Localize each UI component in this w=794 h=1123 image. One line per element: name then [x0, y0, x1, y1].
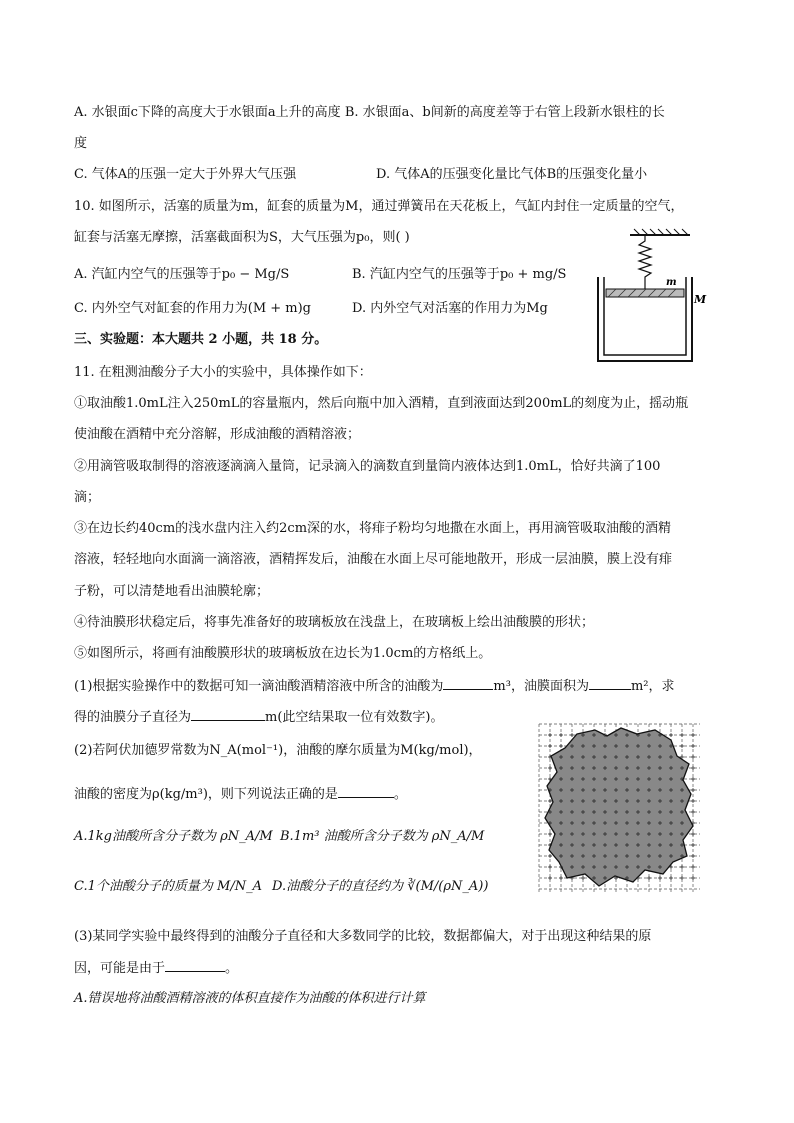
- part-2-line-2: 油酸的密度为ρ(kg/m³)，则下列说法正确的是 。: [74, 787, 407, 802]
- q10-stem-1: 10. 如图所示，活塞的质量为m，缸套的质量为M，通过弹簧吊在天花板上，气缸内封住一定质量的空气，: [74, 199, 684, 214]
- piston-mass-label: m: [666, 277, 677, 288]
- q10-option-b: B. 汽缸内空气的压强等于p₀ + mg/S: [352, 267, 567, 282]
- step-3-line-2: 溶液，轻轻地向水面滴一滴溶液，酒精挥发后，油酸在水面上尽可能地散开，形成一层油膜，膜上没有痱: [74, 552, 673, 567]
- answer-blank-1[interactable]: [443, 677, 493, 690]
- q10-option-c: C. 内外空气对缸套的作用力为(M + m)g: [74, 301, 312, 316]
- step-4: ④待油膜形状稳定后，将事先准备好的玻璃板放在浅盘上，在玻璃板上绘出油酸膜的形状；: [74, 615, 595, 630]
- cylinder-mass-label: M: [694, 293, 707, 306]
- section-3-heading: 三、实验题：本大题共 2 小题，共 18 分。: [74, 332, 328, 347]
- part-3-line-1: (3)某同学实验中最终得到的油酸分子直径和大多数同学的比较，数据都偏大，对于出现这种结果的原: [74, 929, 652, 944]
- answer-blank-5[interactable]: [165, 959, 225, 972]
- q9-option-c: C. 气体A的压强一定大于外界大气压强: [74, 167, 297, 182]
- spring-cylinder-figure: [590, 225, 720, 365]
- step-5: ⑤如图所示，将画有油酸膜形状的玻璃板放在边长为1.0cm的方格纸上。: [74, 646, 492, 661]
- step-2-line-2: 滴；: [74, 490, 101, 505]
- q9-option-d: D. 气体A的压强变化量比气体B的压强变化量小: [376, 167, 648, 182]
- part-2-option-b: B.1m³ 油酸所含分子数为 ρN_A/M: [280, 829, 485, 844]
- q10-stem-2: 缸套与活塞无摩擦，活塞截面积为S，大气压强为p₀，则( ): [74, 230, 410, 245]
- part-2-option-c: C.1个油酸分子的质量为 M/N_A: [74, 879, 262, 894]
- step-1-line-2: 使油酸在酒精中充分溶解，形成油酸的酒精溶液；: [74, 427, 361, 442]
- q10-option-d: D. 内外空气对活塞的作用力为Mg: [352, 301, 548, 316]
- part-1-line-2: 得的油膜分子直径为 m(此空结果取一位有效数字)。: [74, 710, 444, 725]
- q11-stem: 11. 在粗测油酸分子大小的实验中，具体操作如下：: [74, 365, 372, 380]
- step-3-line-1: ③在边长约40cm的浅水盘内注入约2cm深的水，将痱子粉均匀地撒在水面上，再用滴管吸取油酸的酒精: [74, 521, 672, 536]
- part-3-option-a: A.错误地将油酸酒精溶液的体积直接作为油酸的体积进行计算: [74, 991, 426, 1006]
- oil-film-shape: [545, 728, 693, 886]
- answer-blank-4[interactable]: [338, 785, 394, 798]
- oil-film-grid-figure: [537, 722, 703, 896]
- q9-option-ab: A. 水银面c下降的高度大于水银面a上升的高度 B. 水银面a、b间新的高度差等于右管上段新水银柱的长: [74, 105, 665, 120]
- step-3-line-3: 子粉，可以清楚地看出油膜轮廓；: [74, 584, 270, 599]
- part-2-line-1: (2)若阿伏加德罗常数为N_A(mol⁻¹)，油酸的摩尔质量为M(kg/mol)，: [74, 743, 482, 758]
- answer-blank-3[interactable]: [191, 708, 265, 721]
- part-3-line-2: 因，可能是由于 。: [74, 961, 239, 976]
- step-2-line-1: ②用滴管吸取制得的溶液逐滴滴入量筒，记录滴入的滴数直到量筒内液体达到1.0mL，恰好共滴了100: [74, 459, 661, 474]
- part-2-option-a: A.1kg油酸所含分子数为 ρN_A/M: [74, 829, 273, 844]
- q10-option-a: A. 汽缸内空气的压强等于p₀ − Mg/S: [74, 267, 290, 282]
- part-2-option-d: D.油酸分子的直径约为 ∛(M/(ρN_A)): [272, 879, 489, 894]
- step-1-line-1: ①取油酸1.0mL注入250mL的容量瓶内，然后向瓶中加入酒精，直到液面达到200mL的刻度为止，摇动瓶: [74, 396, 689, 411]
- answer-blank-2[interactable]: [589, 677, 631, 690]
- q9-option-ab-cont: 度: [74, 136, 88, 151]
- part-1-line-1: (1)根据实验操作中的数据可知一滴油酸酒精溶液中所含的油酸为 m³，油膜面积为 m²，求: [74, 679, 675, 694]
